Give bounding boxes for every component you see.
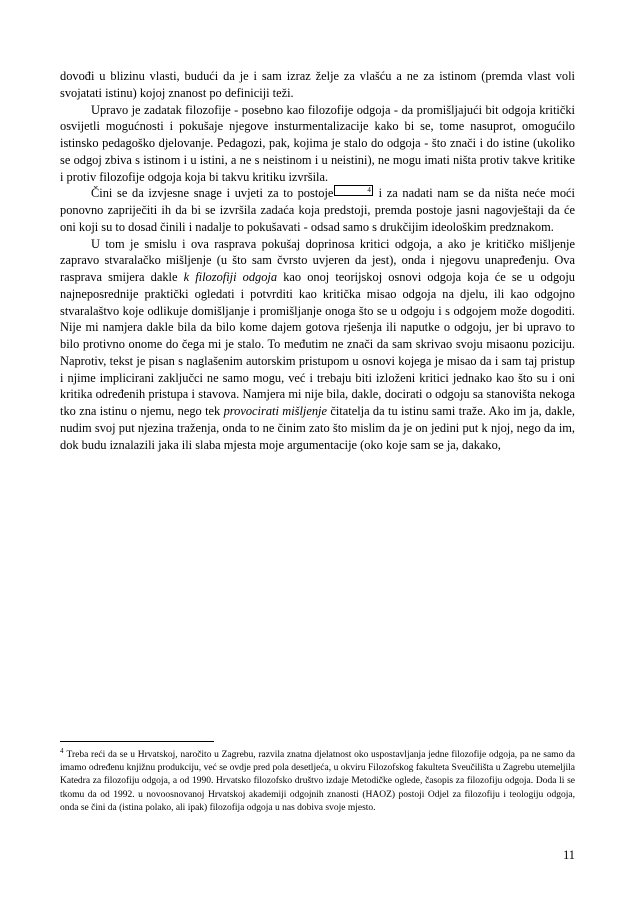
paragraph-2: [60, 102, 575, 186]
footnote-text: Treba reći da se u Hrvatskoj, naročito u Zagrebu, razvila znatna djelatnost oko uspostavljanja jedne filozofije odgoja, pa ne samo da imamo određenu knjižnu produkciju, već se ovdje pred pola desetljeća, u okviru Filozofskog fakulteta Sveučilišta u Zagrebu utemeljila Katedra za filozofiju odgoja, a od 1990. Hrvatsko filozofsko društvo izdaje Metodičke oglede, časopis za filozofiju odgoja. Doda li se tkomu da od 1992. u novoosnovanoj Hrvatskoj akademiji odgojnih znanosti (HAOZ) postoji Odjel za filozofiju i teologiju odgoja, onda se čini da (istina polako, ali ipak) filozofija odgoja u nas dobiva svoje mjesto.: [60, 750, 575, 813]
paragraph-4-text-c: čitatelja da tu istinu sami traže. Ako im ja, dakle, nudim svoj put njezina traženja, onda to ne činim zato što mislim da je on jedini put k njoj, nego da im, dok budu iznalazili jaka ili slaba mjesta moje argumentacije (oko koje sam se ja, dakako,: [60, 404, 575, 452]
emphasis-provocirati-misljenje: provocirati mišljenje: [223, 404, 327, 418]
paragraph-3: [60, 185, 575, 235]
paragraph-4-text-b: kao onoj teorijskoj osnovi odgoja koja će se u odgoju najneposrednije praktički ogledati i potvrditi kao kritička misao odgoja na djelu, ili kao odgojno stvaralaštvo koje odlikuje domišljanje i promišljanje onoga što se u odgoju i s odgojem može dogoditi. Nije mi namjera dakle bila da bilo kome dajem gotova rješenja ili naputke o odgoju, jer bi upravo to bilo protivno onome do čega mi je stalo. To međutim ne znači da sam skrivao svoju misaonu poziciju. Naprotiv, tekst je pisan s naglašenim autorskim pristupom u osnovi kojega je misao da i sam taj pristup i njime implicirani zaključci ne samo mogu, već i trebaju biti izloženi kritici jednako kao što su i oni kritika određenih pristupa i stavova. Namjera mi nije bila, dakle, docirati o odgoju sa stanovišta nekoga tko zna istinu o njemu, nego tek: [60, 270, 575, 418]
paragraph-1-text: dovođi u blizinu vlasti, budući da je i sam izraz želje za vlašću a ne za istinom (premda vlast voli svojatati istinu) kojoj znanost po definiciji teži.: [60, 69, 575, 100]
footnote: [60, 745, 575, 815]
emphasis-filozofiji-odgoja: k filozofiji odgoja: [183, 270, 278, 284]
footnote-separator: [60, 741, 214, 742]
footnote-mark: 4: [60, 747, 64, 755]
paragraph-4-text-a: U tom je smislu i ova rasprava pokušaj doprinosa kritici odgoja, a ako je kritičko mišljenje zapravo stvaralačko mišljenje (u što sam čvrsto uvjeren da jest), onda i njegovu unapređenju. Ova rasprava smijera dakle: [60, 236, 575, 284]
footnote-reference[interactable]: 4: [334, 185, 373, 196]
page-number: 11: [563, 848, 575, 862]
paragraph-2-text: Upravo je zadatak filozofije - posebno kao filozofije odgoja - da promišljajući bit odgoja kritički osvijetli mogućnosti i pokušaje njegove insturmentalizacije kako bi se, tome nasuprot, omogućilo istinsko pedagoško djelovanje. Pedagozi, pak, kojima je stalo do odgoja - što znači i do istine (ukoliko se odgoj zbiva s istinom i u istini, a ne s neistinom i u neistini), ne mogu imati ništa protiv takve kritike i protiv filozofije odgoja koja bi takvu kritiku izvršila.: [60, 102, 575, 184]
paragraph-4: [60, 236, 575, 454]
paragraph-3-text-b: i za nadati nam se da ništa neće moći ponovno zapriječiti ih da bi se izvršila zadaća koja predstoji, premda postoje jasni nagovještaji da će oni koji su to dosad činili i nadalje to pokušavati - odsad samo s drukčijim ideološkim predznakom.: [60, 186, 575, 234]
paragraph-1: [60, 68, 575, 102]
main-text: [60, 68, 575, 453]
paragraph-3-text-a: Čini se da izvjesne snage i uvjeti za to postoje: [91, 186, 334, 201]
